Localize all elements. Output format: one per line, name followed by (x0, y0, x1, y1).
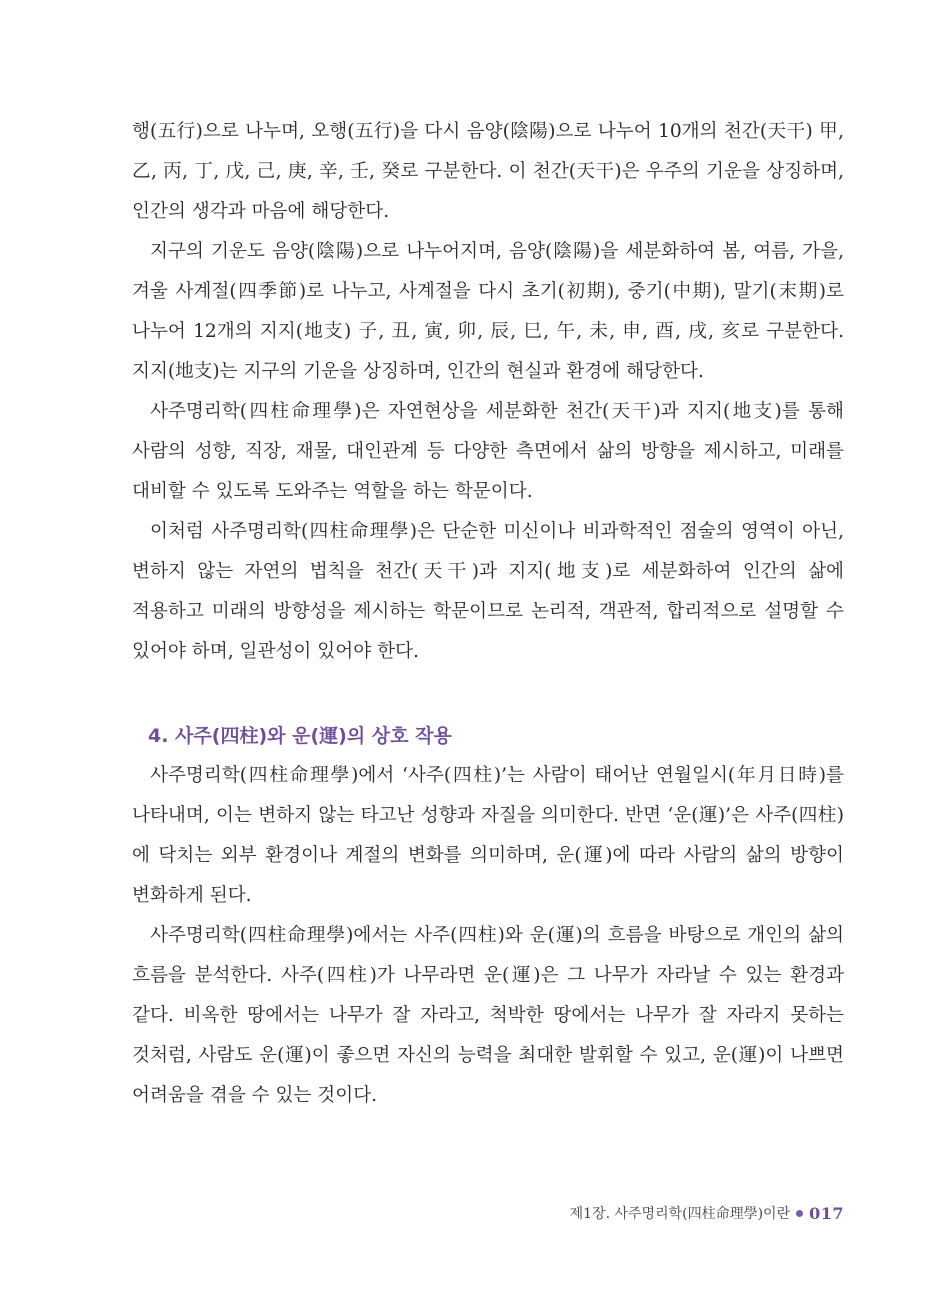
page-footer (570, 1203, 844, 1223)
paragraph-5: 사주명리학(四柱命理學)에서 ‘사주(四柱)’는 사람이 태어난 연월일시(年月日時)를 나타내며, 이는 변하지 않는 타고난 성향과 자질을 의미한다. 반면 ‘운(運)’은 사주(四柱)에 닥치는 외부 환경이나 계절의 변화를 의미하며, 운(運)에 따라 사람의 삶의 방향이 변화하게 된다. (132, 765, 844, 906)
paragraph-6: 사주명리학(四柱命理學)에서는 사주(四柱)와 운(運)의 흐름을 바탕으로 개인의 삶의 흐름을 분석한다. 사주(四柱)가 나무라면 운(運)은 그 나무가 자라날 수 있는 환경과 같다. 비옥한 땅에서는 나무가 잘 자라고, 척박한 땅에서는 나무가 잘 자라지 못하는 것처럼, 사람도 운(運)이 좋으면 자신의 능력을 최대한 발휘할 수 있고, 운(運)이 나쁘면 어려움을 겪을 수 있는 것이다. (132, 925, 844, 1106)
bullet-dot-icon (796, 1210, 803, 1217)
footer-chapter-title: 제1장. 사주명리학(四柱命理學)이란 (569, 1206, 791, 1222)
page-number: 017 (809, 1203, 844, 1223)
paragraph-1: 행(五行)으로 나누며, 오행(五行)을 다시 음양(陰陽)으로 나누어 10개의 천간(天干) 甲, 乙, 丙, 丁, 戊, 己, 庚, 辛, 壬, 癸로 구분한다. 이 천간(天干)은 우주의 기운을 상징하며, 인간의 생각과 마음에 해당한다. (132, 121, 844, 222)
paragraph-4: 이처럼 사주명리학(四柱命理學)은 단순한 미신이나 비과학적인 점술의 영역이 아닌, 변하지 않는 자연의 법칙을 천간(天干)과 지지(地支)로 세분화하여 인간의 삶에 적용하고 미래의 방향성을 제시하는 학문이므로 논리적, 객관적, 합리적으로 설명할 수 있어야 하며, 일관성이 있어야 한다. (132, 521, 844, 662)
paragraph-3: 사주명리학(四柱命理學)은 자연현상을 세분화한 천간(天干)과 지지(地支)를 통해 사람의 성향, 직장, 재물, 대인관계 등 다양한 측면에서 삶의 방향을 제시하고, 미래를 대비할 수 있도록 도와주는 역할을 하는 학문이다. (132, 401, 844, 502)
paragraph-2: 지구의 기운도 음양(陰陽)으로 나누어지며, 음양(陰陽)을 세분화하여 봄, 여름, 가을, 겨울 사계절(四季節)로 나누고, 사계절을 다시 초기(初期), 중기(中期), 말기(末期)로 나누어 12개의 지지(地支) 子, 丑, 寅, 卯, 辰, 巳, 午, 未, 申, 酉, 戌, 亥로 구분한다. 지지(地支)는 지구의 기운을 상징하며, 인간의 현실과 환경에 해당한다. (132, 241, 844, 382)
page-body (132, 112, 844, 1116)
section-heading: 4. 사주(四柱)와 운(運)의 상호 작용 (148, 725, 452, 747)
